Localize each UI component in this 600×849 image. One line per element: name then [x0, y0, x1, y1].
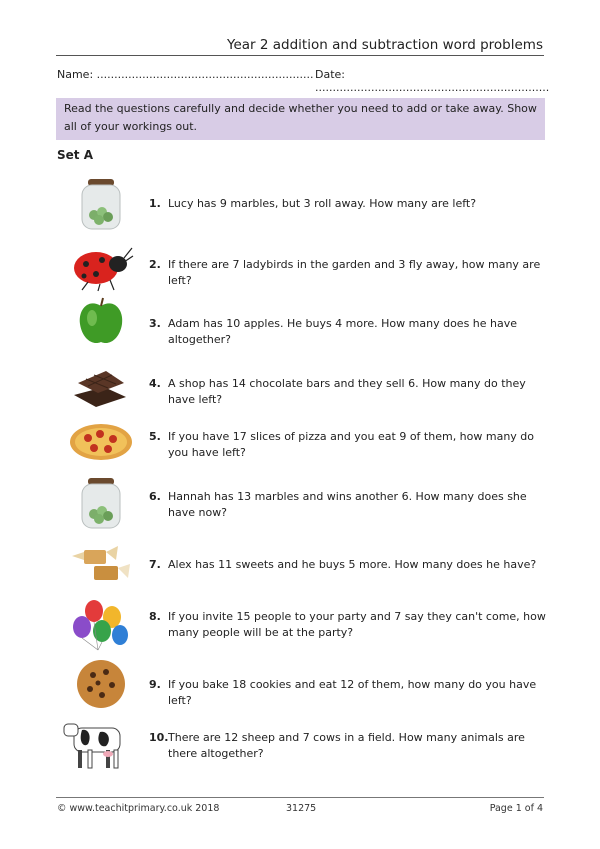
ladybird-icon [68, 238, 134, 292]
pizza-icon [68, 414, 134, 468]
question-number: 6. [149, 490, 161, 503]
question-number: 8. [149, 610, 161, 623]
apple-icon [68, 294, 134, 348]
title-divider [56, 55, 544, 56]
question-text: If you have 17 slices of pizza and you eat 9 of them, how many do you have left? [168, 430, 535, 459]
question-text: Lucy has 9 marbles, but 3 roll away. How many are left? [168, 197, 477, 210]
chocolate-icon [68, 357, 134, 411]
balloons-icon [68, 597, 134, 651]
question-text: Hannah has 13 marbles and wins another 6. How many does she have now? [168, 490, 527, 519]
marble-jar-icon [68, 476, 134, 530]
cow-icon [62, 714, 136, 772]
sweets-icon [68, 538, 134, 592]
question-number: 7. [149, 558, 161, 571]
question-text: Adam has 10 apples. He buys 4 more. How many does he have altogether? [168, 317, 518, 346]
question-text: If there are 7 ladybirds in the garden and 3 fly away, how many are left? [168, 258, 541, 287]
question-text: If you invite 15 people to your party and 7 say they can't come, how many people will be at the party? [168, 610, 546, 639]
footer-code: 31275 [286, 803, 317, 814]
footer-copyright[interactable]: © www.teachitprimary.co.uk 2018 [57, 803, 220, 814]
question-text: If you bake 18 cookies and eat 12 of them, how many do you have left? [168, 678, 537, 707]
date-field[interactable]: Date: ................................................................... [315, 68, 550, 94]
question-number: 3. [149, 317, 161, 330]
question-number: 1. [149, 197, 161, 210]
name-field[interactable]: Name: .............................................................. [57, 68, 314, 81]
instructions-box: Read the questions carefully and decide whether you need to add or take away. Show all of your workings out. [56, 98, 545, 140]
question-number: 4. [149, 377, 161, 390]
question-text: A shop has 14 chocolate bars and they sell 6. How many do they have left? [168, 377, 526, 406]
footer-divider [56, 797, 544, 798]
footer-page-number: Page 1 of 4 [489, 803, 543, 814]
marble-jar-icon [68, 177, 134, 231]
question-text: There are 12 sheep and 7 cows in a field. How many animals are there altogether? [168, 731, 525, 760]
question-text: Alex has 11 sweets and he buys 5 more. How many does he have? [168, 558, 537, 571]
question-number: 10. [149, 731, 169, 744]
cookie-icon [68, 657, 134, 711]
page-title: Year 2 addition and subtraction word problems [227, 37, 543, 53]
question-number: 5. [149, 430, 161, 443]
question-number: 2. [149, 258, 161, 271]
set-heading: Set A [57, 148, 93, 162]
question-number: 9. [149, 678, 161, 691]
